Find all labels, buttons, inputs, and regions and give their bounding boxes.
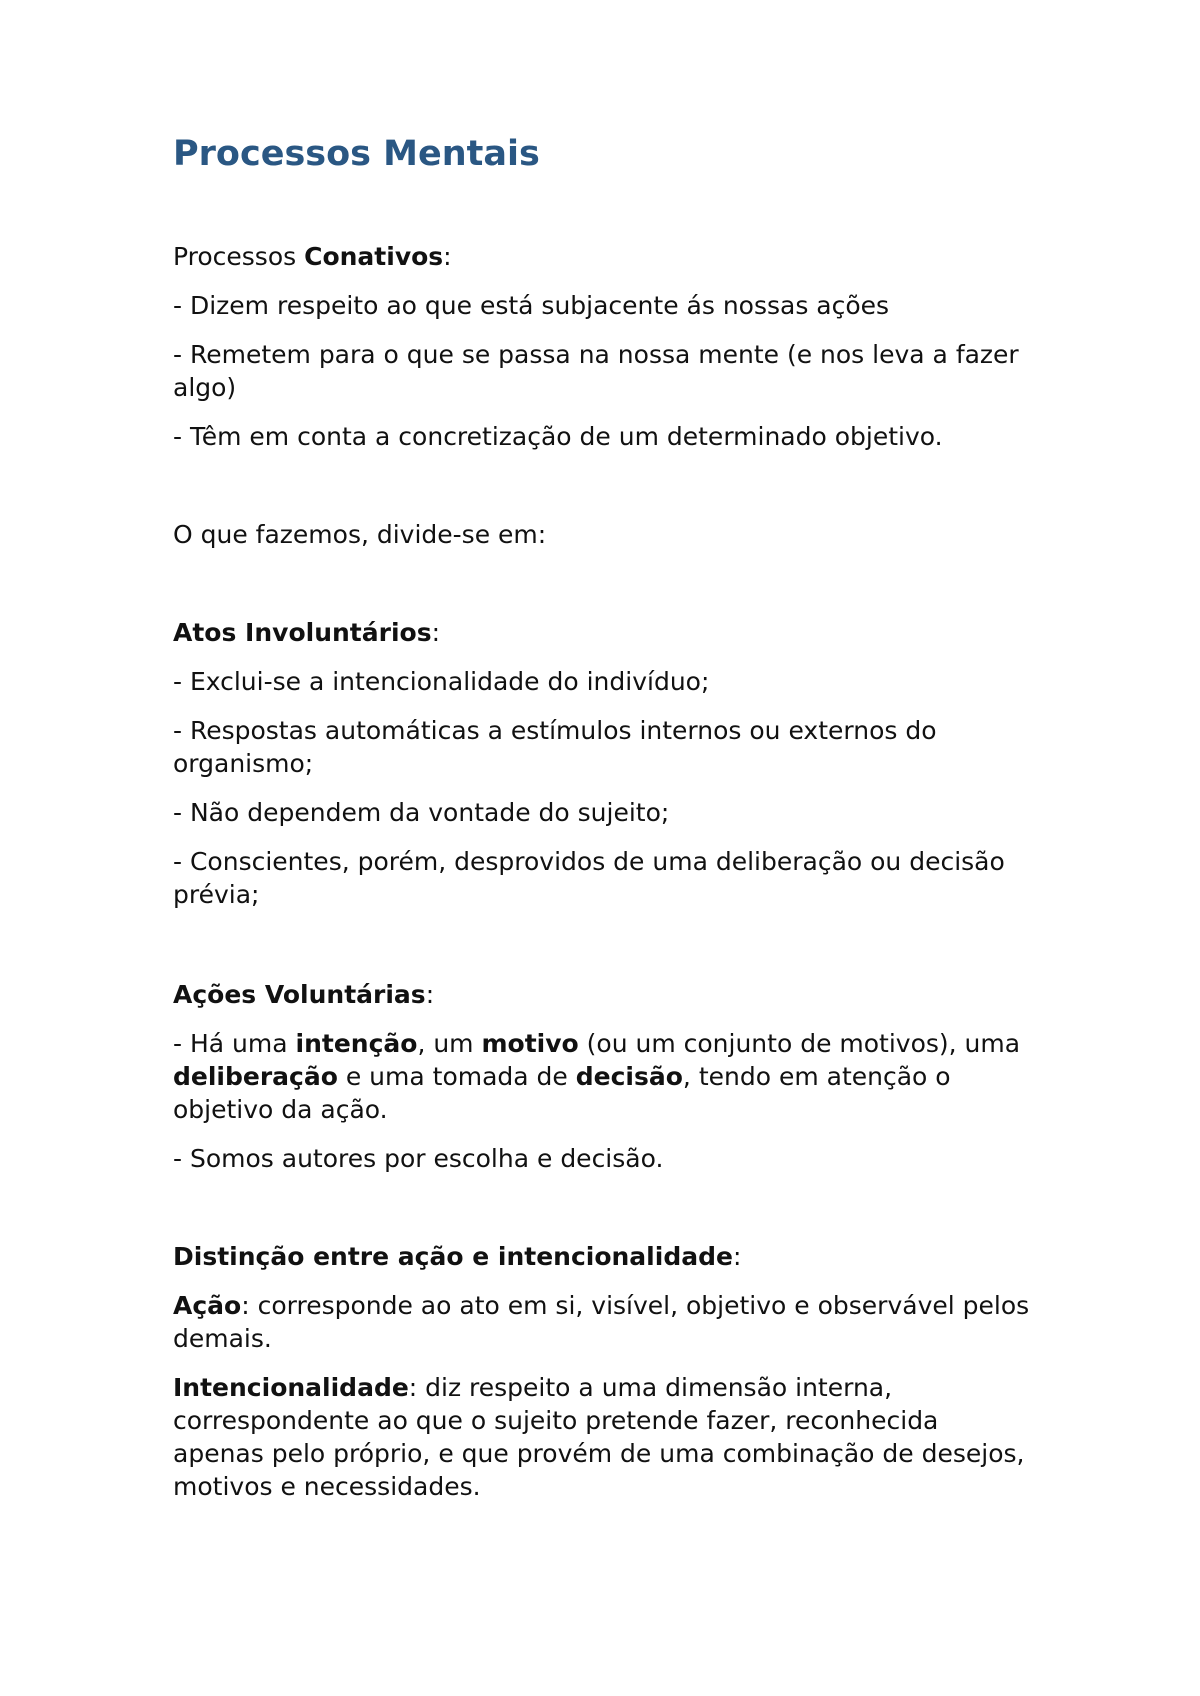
intencionalidade-term: Intencionalidade bbox=[173, 1373, 409, 1402]
acoes-voluntarias-item: - Somos autores por escolha e decisão. bbox=[173, 1144, 664, 1173]
atos-involuntarios-item: - Conscientes, porém, desprovidos de uma deliberação ou decisão prévia; bbox=[173, 847, 1005, 909]
atos-involuntarios-term: Atos Involuntários bbox=[173, 618, 432, 647]
conativos-heading bbox=[173, 240, 1033, 273]
text-run: (ou um conjunto de motivos), uma bbox=[578, 1029, 1021, 1058]
acoes-voluntarias-term: Ações Voluntárias bbox=[173, 980, 426, 1009]
intencionalidade-definition bbox=[173, 1371, 1033, 1503]
atos-involuntarios-heading bbox=[173, 616, 1033, 649]
text-run: - Há uma bbox=[173, 1029, 296, 1058]
acao-term: Ação bbox=[173, 1291, 242, 1320]
divide-text: O que fazemos, divide-se em: bbox=[173, 520, 547, 549]
distincao-suffix: : bbox=[732, 1242, 742, 1271]
conativos-term: Conativos bbox=[304, 242, 444, 271]
atos-involuntarios-suffix: : bbox=[431, 618, 441, 647]
conativos-suffix: : bbox=[443, 242, 452, 271]
text-run: , um bbox=[417, 1029, 482, 1058]
term-motivo: motivo bbox=[481, 1029, 579, 1058]
intencionalidade-text: : diz respeito a uma dimensão interna, correspondente ao que o sujeito pretende fazer, reconhecida apenas pelo próprio, e que provém de uma combinação de desejos, motivos e necessidades. bbox=[173, 1373, 1025, 1501]
atos-involuntarios-item: - Não dependem da vontade do sujeito; bbox=[173, 798, 670, 827]
acao-definition bbox=[173, 1289, 1033, 1355]
conativos-item: - Têm em conta a concretização de um determinado objetivo. bbox=[173, 422, 943, 451]
atos-involuntarios-item: - Exclui-se a intencionalidade do indivíduo; bbox=[173, 667, 710, 696]
document-page bbox=[173, 132, 1033, 1519]
text-run: , tendo em atenção o objetivo da ação. bbox=[173, 1062, 951, 1124]
term-deliberacao: deliberação bbox=[173, 1062, 338, 1091]
page-title: Processos Mentais bbox=[173, 134, 540, 174]
distincao-term: Distinção entre ação e intencionalidade bbox=[173, 1242, 733, 1271]
distincao-heading bbox=[173, 1240, 1033, 1273]
acao-text: : corresponde ao ato em si, visível, objetivo e observável pelos demais. bbox=[173, 1291, 1030, 1353]
acoes-voluntarias-heading bbox=[173, 978, 1033, 1011]
conativos-item: - Dizem respeito ao que está subjacente ás nossas ações bbox=[173, 291, 890, 320]
conativos-item: - Remetem para o que se passa na nossa mente (e nos leva a fazer algo) bbox=[173, 340, 1019, 402]
term-intencao: intenção bbox=[295, 1029, 418, 1058]
term-decisao: decisão bbox=[575, 1062, 683, 1091]
atos-involuntarios-item: - Respostas automáticas a estímulos internos ou externos do organismo; bbox=[173, 716, 937, 778]
text-run: e uma tomada de bbox=[337, 1062, 576, 1091]
acoes-voluntarias-item bbox=[173, 1027, 1033, 1126]
acoes-voluntarias-suffix: : bbox=[425, 980, 435, 1009]
conativos-prefix: Processos bbox=[173, 242, 305, 271]
